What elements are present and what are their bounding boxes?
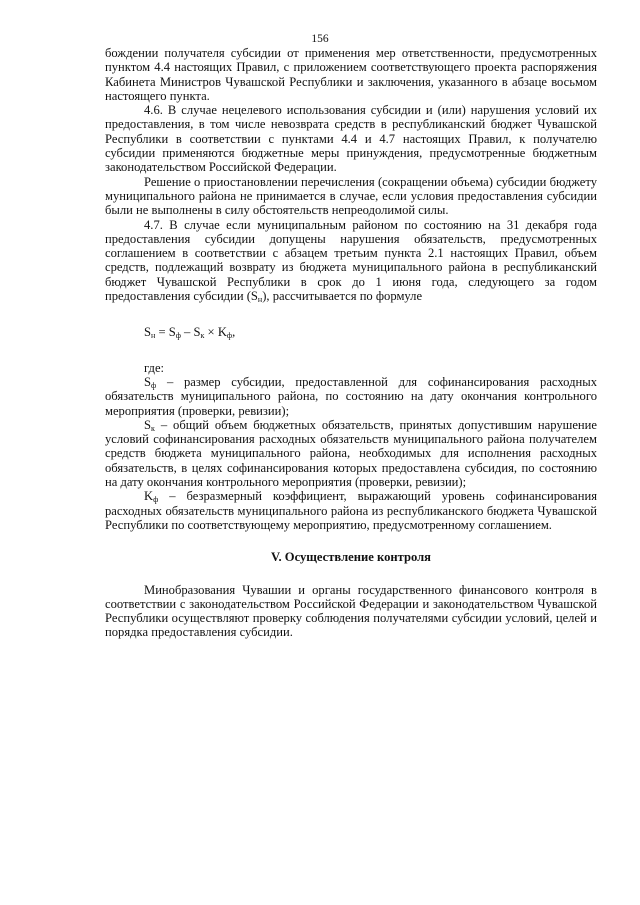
formula-punctuation: , (232, 325, 236, 340)
formula-operator: × (204, 325, 218, 340)
section-heading: V. Осуществление контроля (271, 550, 431, 565)
paragraph-continuation: бождении получателя субсидии от применения мер ответственности, предусмотренных пунктом 4.4 настоящих Правил, с приложением соответствующего проекта распоряжения Кабинета Министров Чувашской Республики и заключения, указанного в абзаце восьмом настоящего пункта. (105, 46, 597, 103)
formula-symbol: S (168, 325, 176, 340)
paragraph-suspension-decision: Решение о приостановлении перечисления (сокращении объема) субсидии бюджету муниципального района не принимается в случае, если условия предоставления субсидии были не выполнены в силу обстоятельств непреодолимой силы. (105, 174, 597, 218)
formula-symbol: K (217, 325, 227, 340)
formula (144, 325, 597, 339)
subscript: ф (226, 331, 233, 341)
subscript: ф (151, 380, 157, 390)
definition-s-f (105, 375, 597, 418)
definition-text: – общий объем бюджетных обязательств, принятых допустившим нарушение условий софинансирования расходных обязательств муниципального района получателем средств бюджета муниципального района, необходимых для исполнения расходных обязательств, в целях софинансирования которых предоставлена субсидия, по состоянию на дату окончания контрольного мероприятия (проверки, ревизии); (105, 417, 597, 490)
definition-s-k (105, 418, 597, 489)
formula-symbol: S (144, 325, 152, 340)
paragraph-4-7-text: 4.7. В случае если муниципальным районом по состоянию на 31 декабря года предоставления субсидии допущены нарушения обязательств, предусмотренных соглашением в соответствии с абзацем третьим пункта 2.1 настоящих Правил, объем средств, подлежащий возврату из бюджета муниципального района в республиканский бюджет Чувашской Республики в срок до 1 июня года, следующего за годом предоставления субсидии (S (105, 217, 597, 304)
paragraph-4-6: 4.6. В случае нецелевого использования субсидии и (или) нарушения условий их предоставления, в том числе невозврата средств в республиканский бюджет Чувашской Республики в соответствии с пунктами 4.4 и 4.7 настоящих Правил, к получателю субсидии применяются бюджетные меры принуждения, предусмотренные бюджетным законодательством Российской Федерации. (105, 103, 597, 175)
subscript: к (151, 423, 155, 433)
paragraph-4-7 (105, 218, 597, 304)
formula-symbol: S (193, 325, 201, 340)
subscript: ф (153, 495, 159, 505)
formula-operator: = (155, 325, 169, 340)
subscript: н (151, 331, 156, 341)
definition-symbol: K (144, 489, 154, 504)
definition-text: – безразмерный коэффициент, выражающий уровень софинансирования расходных обязательств муниципального района из республиканского бюджета Чувашской Республики по соответствующему мероприятию, предусмотренному соглашением. (105, 489, 597, 532)
subscript: ф (175, 331, 181, 341)
where-label: где: (144, 360, 165, 375)
formula-operator: – (180, 325, 194, 340)
definition-text: – размер субсидии, предоставленной для софинансирования расходных обязательств муниципального района, по состоянию на дату окончания контрольного мероприятия (проверки, ревизии); (105, 374, 597, 418)
subscript: к (200, 331, 205, 341)
definition-symbol: S (144, 374, 152, 389)
document-body (105, 46, 597, 640)
definition-k-f (105, 489, 597, 532)
paragraph-4-7-tail: ), рассчитывается по формуле (262, 289, 423, 304)
page-number: 156 (311, 33, 329, 45)
section-paragraph: Минобразования Чувашии и органы государственного финансового контроля в соответствии с законодательством Российской Федерации и законодательством Чувашской Республики осуществляют проверку соблюдения получателями субсидии условий, целей и порядка предоставления субсидии. (105, 582, 597, 640)
subscript: н (257, 295, 263, 305)
definition-symbol: S (144, 417, 152, 432)
